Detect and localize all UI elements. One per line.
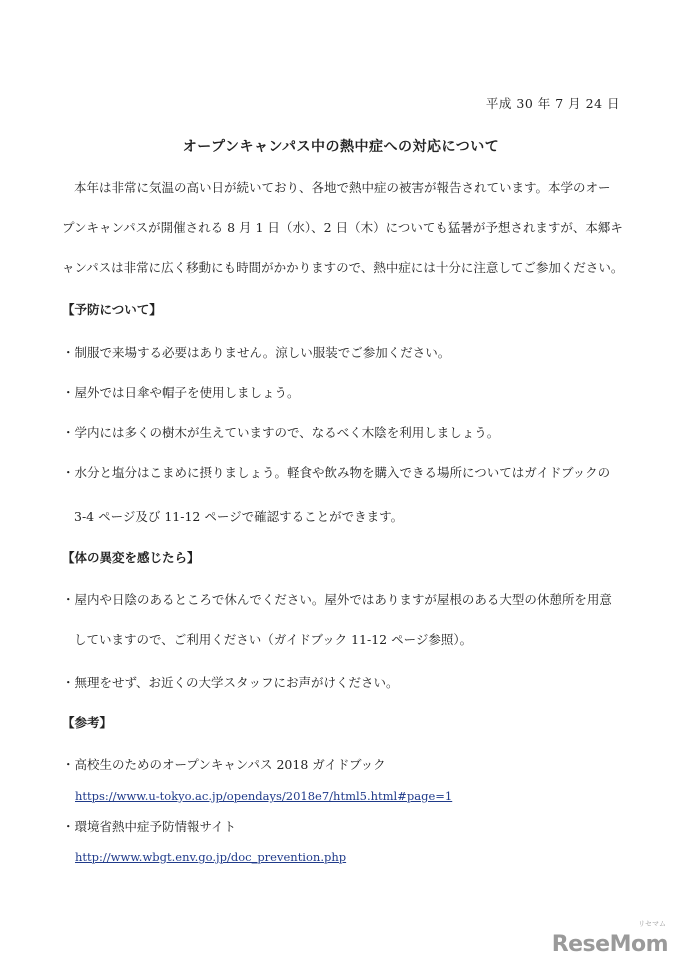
intro-line-1: 本年は非常に気温の高い日が続いており、各地で熱中症の被害が報告されています。本学のオー: [74, 180, 611, 195]
reference-item-env-site: ・環境省熱中症予防情報サイト: [62, 819, 237, 834]
watermark-kana: リセマム: [638, 920, 666, 928]
prevention-item-2: ・屋外では日傘や帽子を使用しましょう。: [62, 385, 300, 400]
references-heading: 【参考】: [62, 715, 113, 730]
prevention-heading: 【予防について】: [62, 302, 162, 317]
symptoms-item-1-continued: していますので、ご利用ください（ガイドブック 11-12 ページ参照）。: [74, 632, 473, 647]
symptoms-item-1: ・屋内や日陰のあるところで休んでください。屋外ではありますが屋根のある大型の休憩所を用意: [62, 592, 612, 607]
prevention-item-4: ・水分と塩分はこまめに摂りましょう。軽食や飲み物を購入できる場所についてはガイドブックの: [62, 465, 611, 480]
resemom-logo: ReseMom: [551, 932, 668, 957]
document-title: オープンキャンパス中の熱中症への対応について: [182, 139, 500, 155]
reference-item-guidebook: ・高校生のためのオープンキャンパス 2018 ガイドブック: [62, 757, 386, 772]
prevention-item-1: ・制服で来場する必要はありません。涼しい服装でご参加ください。: [62, 345, 451, 360]
prevention-item-3: ・学内には多くの樹木が生えていますので、なるべく木陰を利用しましょう。: [62, 425, 500, 440]
intro-line-2: プンキャンパスが開催される 8 月 1 日（水）、2 日（木）についても猛暑が予想されますが、本郷キ: [62, 220, 623, 235]
symptoms-heading: 【体の異変を感じたら】: [62, 550, 200, 565]
prevention-item-4-continued: 3-4 ページ及び 11-12 ページで確認することができます。: [74, 509, 404, 524]
symptoms-item-2: ・無理をせず、お近くの大学スタッフにお声がけください。: [62, 675, 399, 690]
guidebook-link[interactable]: https://www.u-tokyo.ac.jp/opendays/2018e7/html5.html#page=1: [75, 789, 453, 803]
intro-line-3: ャンパスは非常に広く移動にも時間がかかりますので、熱中症には十分に注意してご参加ください。: [62, 260, 624, 275]
document-date: 平成 30 年 7 月 24 日: [485, 96, 620, 111]
env-site-link[interactable]: http://www.wbgt.env.go.jp/doc_prevention.php: [75, 850, 347, 864]
